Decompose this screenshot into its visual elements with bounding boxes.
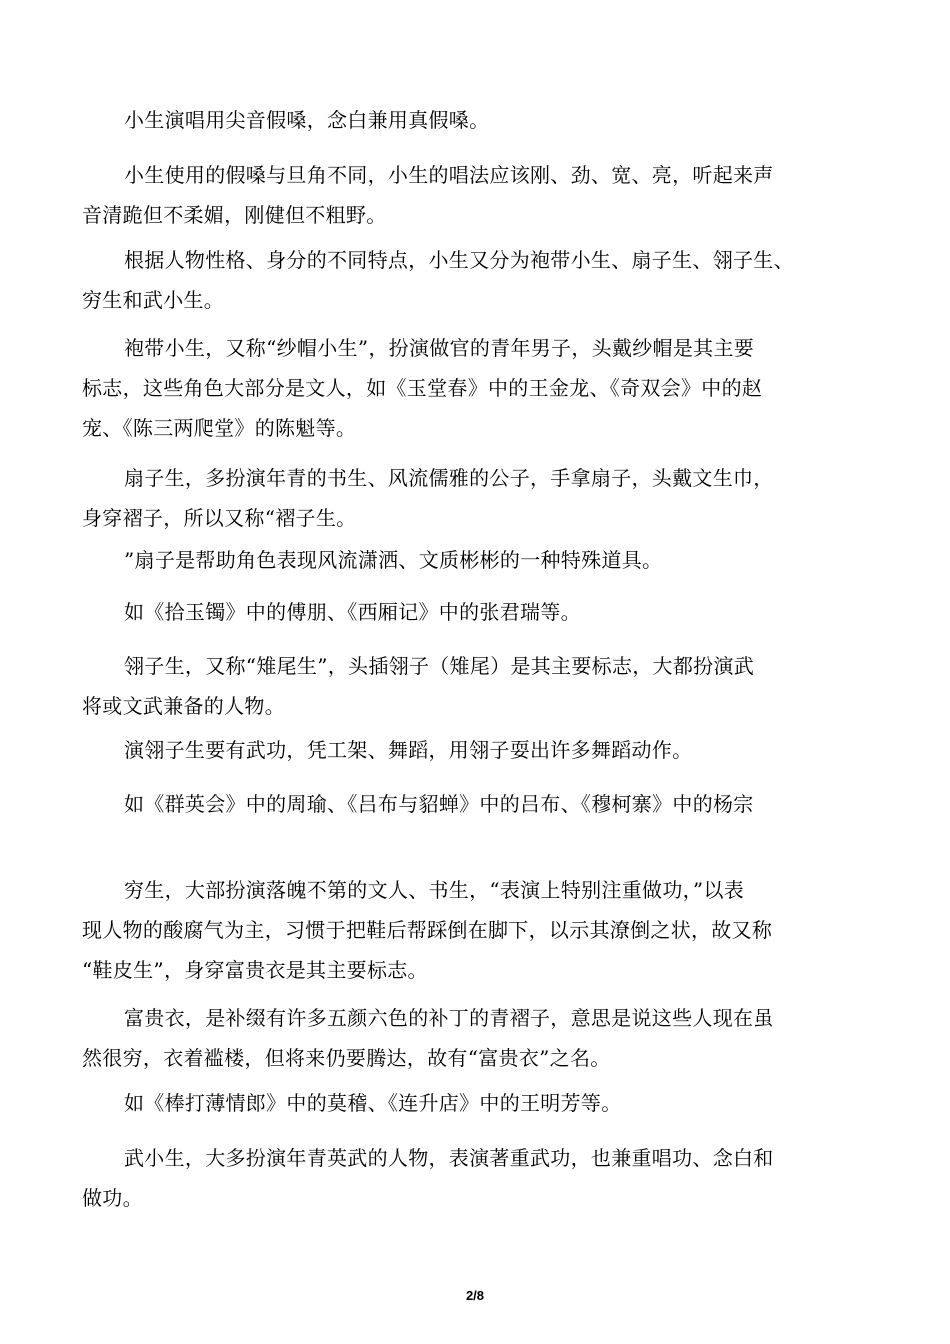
text-line: 穷生，大部扮演落魄不第的文人、书生，“表演上特别注重做功，”以表	[124, 878, 745, 902]
page-number: 2/8	[465, 1288, 485, 1303]
text-line: 根据人物性格、身分的不同特点，小生又分为袍带小生、扇子生、翎子生、	[124, 248, 794, 272]
text-line: 标志，这些角色大部分是文人，如《玉堂春》中的王金龙、《奇双会》中的赵	[82, 376, 763, 400]
paragraph	[82, 328, 872, 448]
text-line: 音清跪但不柔媚，刚健但不粗野。	[82, 203, 387, 227]
text-line: 富贵衣，是补缀有许多五颜六色的补丁的青褶子，意思是说这些人现在虽	[124, 1006, 774, 1030]
paragraph	[82, 458, 872, 538]
text-line: 宠、《陈三两爬堂》的陈魁等。	[82, 416, 357, 440]
text-line: 如《拾玉镯》中的傅朋、《西厢记》中的张君瑞等。	[124, 600, 581, 624]
text-line: 小生使用的假嗓与旦角不同，小生的唱法应该刚、劲、宽、亮，听起来声	[124, 163, 774, 187]
paragraph	[82, 1138, 872, 1218]
text-line: 翎子生，又称“雉尾生”，头插翎子（雉尾）是其主要标志，大都扮演武	[124, 654, 755, 678]
paragraph	[82, 240, 872, 320]
text-line: 如《棒打薄情郎》中的莫稽、《连升店》中的王明芳等。	[124, 1091, 622, 1115]
paragraph	[82, 730, 872, 770]
text-line: 将或文武兼备的人物。	[82, 694, 285, 718]
text-line: 袍带小生，又称“纱帽小生”，扮演做官的青年男子，头戴纱帽是其主要	[124, 336, 755, 360]
paragraph	[82, 646, 872, 726]
text-line: 武小生，大多扮演年青英武的人物，表演著重武功，也兼重唱功、念白和	[124, 1146, 774, 1170]
text-line: 穷生和武小生。	[82, 288, 225, 312]
text-line: 扇子生，多扮演年青的书生、风流儒雅的公子，手拿扇子，头戴文生巾，	[124, 466, 774, 490]
text-line: 做功。	[82, 1186, 143, 1210]
paragraph	[82, 592, 872, 632]
paragraph	[82, 998, 872, 1078]
text-line: 小生演唱用尖音假嗓，念白兼用真假嗓。	[124, 108, 490, 132]
text-line: 现人物的酸腐气为主，习惯于把鞋后帮踩倒在脚下，以示其潦倒之状，故又称	[82, 918, 773, 942]
paragraph	[82, 155, 872, 235]
text-line: “鞋皮生”，身穿富贵衣是其主要标志。	[82, 958, 428, 982]
paragraph	[82, 784, 872, 824]
text-line: 然很穷，衣着褴楼，但将来仍要腾达，故有“富贵衣”之名。	[82, 1046, 611, 1070]
paragraph	[82, 1083, 872, 1123]
paragraph	[82, 540, 872, 580]
paragraph	[82, 100, 872, 140]
paragraph	[82, 870, 872, 990]
text-line: ”扇子是帮助角色表现风流潇洒、文质彬彬的一种特殊道具。	[124, 548, 663, 572]
text-line: 身穿褶子，所以又称“褶子生。	[82, 506, 357, 530]
text-line: 如《群英会》中的周瑜、《吕布与貂蝉》中的吕布、《穆柯寨》中的杨宗	[124, 792, 754, 816]
text-line: 演翎子生要有武功，凭工架、舞蹈，用翎子耍出许多舞蹈动作。	[124, 738, 693, 762]
